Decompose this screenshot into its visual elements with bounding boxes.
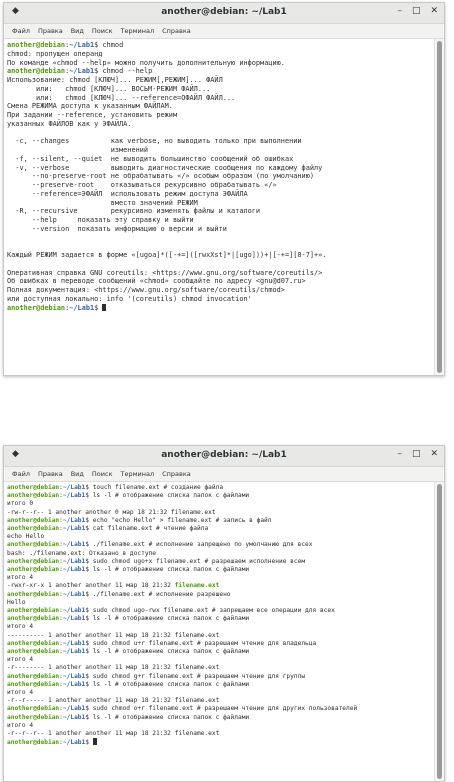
- prompt-path: ~/Lab1: [62, 680, 86, 688]
- command-text: sudo chmod u+r filename.ext # разрешаем чтение для владельца: [92, 639, 317, 647]
- output-text: -R, --recursive рекурсивно изменять файлы и каталоги: [7, 207, 261, 216]
- prompt-separator: :: [59, 615, 63, 623]
- output-text: Hello: [7, 598, 26, 606]
- prompt-path: ~/Lab1: [62, 557, 86, 565]
- output-line: [7, 76, 432, 85]
- prompt-path: ~/Lab1: [62, 713, 86, 721]
- command-text: sudo chmod o+r filename.ext # разрешаем чтение для других пользователей: [92, 705, 358, 713]
- prompt-line: [7, 640, 432, 648]
- prompt-separator: :: [59, 680, 63, 688]
- command-text: ls -l # отображение списка папок с файлами: [92, 566, 250, 574]
- output-line: [7, 730, 432, 738]
- prompt-user: another@debian: [7, 41, 66, 49]
- prompt-sigil: $: [85, 672, 93, 680]
- prompt-user: another@debian: [7, 607, 60, 615]
- title-bar[interactable]: [4, 446, 444, 467]
- prompt-line: [7, 673, 432, 681]
- prompt-path: ~/Lab1: [62, 648, 86, 656]
- prompt-path: ~/Lab1: [69, 303, 95, 312]
- output-text: Оперативная справка GNU coreutils: <https://www.gnu.org/software/coreutils/>: [7, 268, 323, 277]
- output-text: --preserve-root отказываться рекурсивно обрабатывать «/»: [7, 181, 277, 189]
- cursor-block: [102, 304, 106, 311]
- prompt-separator: :: [65, 303, 70, 312]
- prompt-separator: :: [59, 639, 63, 647]
- pin-icon[interactable]: ◆: [12, 6, 19, 16]
- prompt-user: another@debian: [7, 713, 60, 721]
- menu-view[interactable]: Вид: [70, 470, 84, 478]
- output-text: -v, --verbose выводить диагностические сообщения по каждому файлу: [7, 163, 323, 172]
- output-line: [7, 120, 432, 129]
- prompt-separator: :: [59, 590, 63, 598]
- prompt-user: another@debian: [7, 484, 60, 491]
- output-text: или: chmod [КЛЮЧ]... ВОСЬМ-РЕЖИМ ФАЙЛ...: [7, 84, 211, 93]
- prompt-user: another@debian: [7, 492, 60, 500]
- output-line: [7, 181, 432, 190]
- prompt-sigil: $: [85, 590, 93, 598]
- cursor-block: [93, 738, 97, 745]
- command-text: ls -l # отображение списка папок с файлами: [92, 713, 250, 721]
- prompt-sigil: $: [85, 680, 93, 688]
- output-line: [7, 509, 432, 517]
- prompt-separator: :: [59, 713, 63, 721]
- prompt-path: ~/Lab1: [69, 41, 95, 49]
- output-text: Об ошибках в переводе сообщений «chmod» сообщайте по адресу <gnu@d07.ru>: [7, 277, 306, 286]
- output-line: [7, 94, 432, 103]
- prompt-line: [7, 304, 432, 313]
- output-text: chmod: пропущен операнд: [7, 49, 103, 58]
- prompt-path: ~/Lab1: [62, 672, 86, 680]
- prompt-path: ~/Lab1: [62, 615, 86, 623]
- prompt-line: [7, 714, 432, 722]
- output-line: [7, 59, 432, 68]
- prompt-separator: :: [59, 541, 63, 549]
- prompt-path: ~/Lab1: [62, 739, 86, 747]
- maximize-icon[interactable]: □: [411, 449, 421, 459]
- output-line: [7, 269, 432, 278]
- maximize-icon[interactable]: □: [411, 6, 421, 16]
- output-line: [7, 295, 432, 304]
- minimize-icon[interactable]: –: [397, 6, 402, 16]
- prompt-separator: :: [59, 672, 63, 680]
- executable-filename: filename.ext: [174, 582, 220, 590]
- prompt-path: ~/Lab1: [62, 484, 86, 491]
- output-text: итого 4: [7, 721, 34, 729]
- prompt-user: another@debian: [7, 67, 66, 76]
- command-text: chmod: [102, 41, 124, 49]
- prompt-separator: :: [59, 648, 63, 656]
- prompt-user: another@debian: [7, 566, 60, 574]
- prompt-line: [7, 738, 432, 747]
- output-line: [7, 242, 432, 251]
- output-line: [7, 689, 432, 697]
- prompt-separator: :: [65, 67, 70, 76]
- command-text: sudo chmod g+r filename.ext # разрешаем чтение для группы: [92, 672, 306, 680]
- prompt-path: ~/Lab1: [62, 639, 86, 647]
- prompt-separator: :: [59, 557, 63, 565]
- prompt-sigil: $: [85, 557, 93, 565]
- output-line: [7, 582, 432, 590]
- output-text: -f, --silent, --quiet не выводить большинство сообщений об ошибках: [7, 154, 294, 163]
- command-text: cat filename.ext # чтение файла: [92, 525, 209, 533]
- prompt-line: [7, 566, 432, 574]
- output-text: -rw-r--r-- 1 another another 0 мар 18 21:32 filename.ext: [7, 508, 216, 516]
- window-title: another@debian: ~/Lab1: [161, 7, 287, 17]
- output-text: изменений: [7, 146, 149, 154]
- command-text: echo "echo Hello" > filename.ext # запись в файл: [92, 516, 272, 524]
- prompt-sigil: $: [94, 67, 103, 76]
- output-line: [7, 129, 432, 138]
- menu-terminal[interactable]: Терминал: [120, 27, 155, 35]
- prompt-sigil: $: [85, 541, 93, 549]
- prompt-user: another@debian: [7, 639, 60, 647]
- prompt-line: [7, 517, 432, 525]
- prompt-sigil: $: [85, 492, 93, 500]
- scrollbar-thumb[interactable]: [437, 41, 442, 373]
- output-line: [7, 550, 432, 558]
- command-text: touch filename.ext # создание файла: [92, 484, 224, 491]
- output-text: -r--r--r-- 1 another another 11 мар 18 21:32 filename.ext: [7, 730, 220, 738]
- prompt-path: ~/Lab1: [62, 566, 86, 574]
- output-text: По команде «chmod --help» можно получить дополнительную информацию.: [7, 58, 285, 67]
- prompt-sigil: $: [85, 607, 93, 615]
- output-line: [7, 137, 432, 146]
- output-text: итого 4: [7, 574, 34, 582]
- prompt-user: another@debian: [7, 590, 60, 598]
- output-line: [7, 155, 432, 164]
- prompt-path: ~/Lab1: [62, 516, 86, 524]
- output-line: [7, 623, 432, 631]
- command-text: ls -l # отображение списка папок с файлами: [92, 615, 250, 623]
- prompt-path: ~/Lab1: [62, 525, 86, 533]
- prompt-user: another@debian: [7, 303, 66, 312]
- menu-edit[interactable]: Правка: [37, 27, 63, 35]
- command-text: sudo chmod ugo+x filename.ext # разрешаем исполнение всем: [92, 557, 306, 565]
- output-line: [7, 146, 432, 155]
- menu-help[interactable]: Справка: [162, 27, 191, 35]
- output-text: Полная документация: <https://www.gnu.org/software/coreutils/chmod>: [7, 286, 285, 294]
- prompt-line: [7, 648, 432, 656]
- prompt-path: ~/Lab1: [69, 67, 95, 76]
- prompt-user: another@debian: [7, 648, 60, 656]
- output-text: итого 4: [7, 623, 34, 631]
- output-line: [7, 225, 432, 234]
- minimize-icon[interactable]: –: [397, 449, 402, 459]
- prompt-line: [7, 558, 432, 566]
- output-line: [7, 656, 432, 664]
- scrollbar[interactable]: [434, 39, 444, 375]
- prompt-sigil: $: [85, 713, 93, 721]
- prompt-sigil: $: [85, 516, 93, 524]
- terminal-window-top: [3, 2, 445, 376]
- output-text: или: chmod [КЛЮЧ]... --reference=ОФАЙЛ ФАЙЛ...: [7, 93, 236, 102]
- output-text: Использование: chmod [КЛЮЧ]... РЕЖИМ[,РЕЖИМ]... ФАЙЛ: [7, 76, 223, 84]
- output-line: [7, 216, 432, 225]
- prompt-separator: :: [59, 492, 63, 500]
- prompt-user: another@debian: [7, 739, 60, 747]
- output-line: [7, 500, 432, 508]
- menu-view[interactable]: Вид: [70, 27, 84, 35]
- prompt-user: another@debian: [7, 516, 60, 524]
- output-line: [7, 632, 432, 640]
- prompt-line: [7, 492, 432, 500]
- terminal-window-bottom: [3, 445, 445, 782]
- menu-search[interactable]: Поиск: [91, 27, 113, 35]
- menu-file[interactable]: Файл: [12, 470, 30, 478]
- output-text: вместо значений РЕЖИМ: [7, 198, 198, 207]
- prompt-sigil: $: [94, 303, 103, 312]
- output-text: --no-preserve-root не обрабатывать «/» особым образом (по умолчанию): [7, 172, 314, 181]
- menu-bar: [4, 467, 444, 482]
- output-text: Каждый РЕЖИМ задается в форме «[ugoa]*([-+=]([rwxXst]*|[ugo]))+|[-+=][0-7]+».: [7, 251, 327, 259]
- prompt-sigil: $: [85, 739, 93, 747]
- output-line: [7, 50, 432, 59]
- title-bar[interactable]: [4, 3, 444, 24]
- prompt-user: another@debian: [7, 672, 60, 680]
- prompt-sigil: $: [94, 41, 103, 49]
- prompt-line: [7, 41, 432, 50]
- output-line: [7, 234, 432, 243]
- prompt-separator: :: [65, 41, 70, 49]
- prompt-user: another@debian: [7, 557, 60, 565]
- output-text: итого 4: [7, 689, 34, 697]
- output-line: [7, 664, 432, 672]
- prompt-line: [7, 615, 432, 623]
- output-line: [7, 172, 432, 181]
- command-text: sudo chmod ugo-rwx filename.ext # запрещаем все операции для всех: [92, 607, 335, 615]
- output-text: ---------- 1 another another 11 мар 18 21:32 filename.ext: [7, 631, 220, 639]
- output-text: итого 0: [7, 500, 34, 508]
- menu-terminal[interactable]: Терминал: [120, 470, 155, 478]
- prompt-user: another@debian: [7, 615, 60, 623]
- prompt-line: [7, 681, 432, 689]
- prompt-sigil: $: [85, 484, 93, 491]
- terminal-output[interactable]: [4, 39, 435, 375]
- pin-icon[interactable]: ◆: [12, 449, 19, 459]
- prompt-separator: :: [59, 566, 63, 574]
- close-icon[interactable]: ✕: [430, 449, 438, 459]
- output-line: [7, 199, 432, 208]
- output-text: echo Hello: [7, 533, 45, 541]
- output-text: -r-------- 1 another another 11 мар 18 21:32 filename.ext: [7, 664, 220, 672]
- output-text: или доступная локально: info '(coreutils) chmod invocation': [7, 294, 252, 303]
- command-text: ls -l # отображение списка папок с файлами: [92, 680, 250, 688]
- scrollbar[interactable]: [434, 482, 444, 781]
- prompt-sigil: $: [85, 639, 93, 647]
- output-line: [7, 111, 432, 120]
- prompt-sigil: $: [85, 615, 93, 623]
- output-line: [7, 251, 432, 260]
- scrollbar-thumb[interactable]: [437, 484, 442, 779]
- prompt-sigil: $: [85, 525, 93, 533]
- output-line: [7, 102, 432, 111]
- prompt-line: [7, 484, 432, 492]
- prompt-sigil: $: [85, 648, 93, 656]
- prompt-sigil: $: [85, 705, 93, 713]
- output-line: [7, 260, 432, 269]
- prompt-path: ~/Lab1: [62, 590, 86, 598]
- prompt-separator: :: [59, 484, 63, 491]
- output-text: --version показать информацию о версии и выйти: [7, 224, 227, 233]
- output-text: --reference=ЭФАЙЛ использовать режим доступа ЭФАЙЛА: [7, 189, 248, 198]
- prompt-path: ~/Lab1: [62, 541, 86, 549]
- output-line: [7, 85, 432, 94]
- window-title: another@debian: ~/Lab1: [161, 450, 287, 460]
- menu-edit[interactable]: Правка: [37, 470, 63, 478]
- output-line: [7, 599, 432, 607]
- prompt-line: [7, 67, 432, 76]
- output-line: [7, 286, 432, 295]
- prompt-line: [7, 705, 432, 713]
- prompt-user: another@debian: [7, 680, 60, 688]
- output-text: -c, --changes как verbose, но выводить только при выполнении: [7, 137, 302, 146]
- output-text: -rwxr-xr-x 1 another another 11 мар 18 21:32: [7, 582, 175, 590]
- output-text: --help показать эту справку и выйти: [7, 216, 194, 224]
- command-text: ./filename.ext # исполнение запрещено по умолчанию для всех: [92, 541, 313, 549]
- prompt-line: [7, 591, 432, 599]
- output-text: -r--r----- 1 another another 11 мар 18 21:32 filename.ext: [7, 697, 220, 705]
- output-line: [7, 277, 432, 286]
- command-text: ./filename.ext # исполнение разрешено: [92, 590, 231, 598]
- prompt-separator: :: [59, 525, 63, 533]
- command-text: chmod --help: [102, 67, 153, 76]
- prompt-user: another@debian: [7, 525, 60, 533]
- terminal-output[interactable]: [4, 482, 435, 781]
- command-text: ls -l # отображение списка папок с файлами: [92, 648, 250, 656]
- output-text: указанных ФАЙЛОВ как у ЭФАЙЛА.: [7, 119, 132, 128]
- prompt-separator: :: [59, 739, 63, 747]
- menu-bar: [4, 24, 444, 39]
- prompt-separator: :: [59, 516, 63, 524]
- close-icon[interactable]: ✕: [430, 6, 438, 16]
- prompt-separator: :: [59, 705, 63, 713]
- output-line: [7, 722, 432, 730]
- output-text: bash: ./filename.ext: Отказано в доступе: [7, 549, 157, 557]
- prompt-path: ~/Lab1: [62, 607, 86, 615]
- prompt-line: [7, 525, 432, 533]
- output-text: итого 4: [7, 656, 34, 664]
- prompt-separator: :: [59, 607, 63, 615]
- menu-help[interactable]: Справка: [162, 470, 191, 478]
- output-text: Смена РЕЖИМА доступа к указанным ФАЙЛАМ.: [7, 102, 173, 111]
- menu-file[interactable]: Файл: [12, 27, 30, 35]
- prompt-sigil: $: [85, 566, 93, 574]
- prompt-user: another@debian: [7, 705, 60, 713]
- menu-search[interactable]: Поиск: [91, 470, 113, 478]
- prompt-path: ~/Lab1: [62, 705, 86, 713]
- output-line: [7, 207, 432, 216]
- output-line: [7, 164, 432, 173]
- output-text: При задании --reference, установить режим: [7, 111, 178, 119]
- command-text: ls -l # отображение списка папок с файлами: [92, 492, 250, 500]
- output-line: [7, 190, 432, 199]
- prompt-path: ~/Lab1: [62, 492, 86, 500]
- prompt-user: another@debian: [7, 541, 60, 549]
- prompt-line: [7, 541, 432, 549]
